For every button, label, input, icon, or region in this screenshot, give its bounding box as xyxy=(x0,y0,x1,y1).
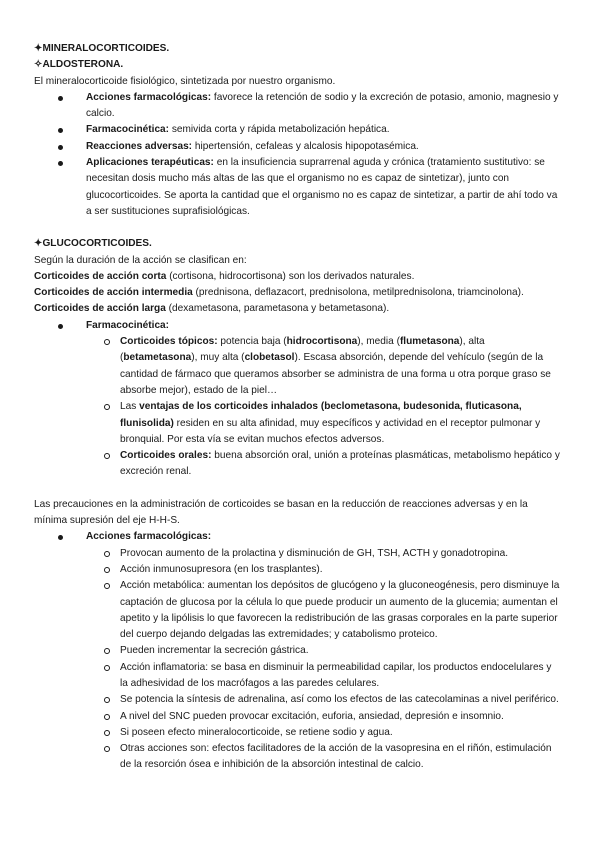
precautions-text: Las precauciones en la administración de corticoides se basan en la reducción de reacciones adversas y en la mínima supresión del eje H-H-S. xyxy=(34,498,528,527)
list-item: Pueden incrementar la secreción gástrica. xyxy=(34,643,560,659)
list-item: Se potencia la síntesis de adrenalina, así como los efectos de las catecolaminas a nivel periférico. xyxy=(34,692,560,708)
bullet-icon xyxy=(58,128,63,133)
section-gap xyxy=(34,481,560,497)
list-item: Corticoides orales: buena absorción oral, unión a proteínas plasmáticas, metabolismo hepático y excreción renal. xyxy=(34,448,560,481)
circle-bullet-icon xyxy=(104,453,110,459)
list-item: Acciones farmacológicas: xyxy=(34,529,560,545)
circle-bullet-icon xyxy=(104,648,110,654)
circle-bullet-icon xyxy=(104,404,110,410)
aldosterona-subtitle: ✧ALDOSTERONA. xyxy=(34,59,124,71)
class-intermediate: Corticoides de acción intermedia (prednisona, deflazacort, prednisolona, metilprednisolona, triamcinolona). xyxy=(34,287,524,299)
list-item: Las ventajas de los corticoides inhalados (beclometasona, budesonida, fluticasona, flunisolida) residen en su alta afinidad, muy específicos y actividad en el receptor pulmonar y bronquial. Por esta vía se evitan muchos efectos adversos. xyxy=(34,399,560,448)
circle-bullet-icon xyxy=(104,567,110,573)
gluco-title: ✦GLUCOCORTICOIDES. xyxy=(34,238,152,250)
bullet-icon xyxy=(58,96,63,101)
list-item: A nivel del SNC pueden provocar excitación, euforia, ansiedad, depresión e insomnio. xyxy=(34,709,560,725)
gluco-pk-list xyxy=(34,318,560,481)
list-item: Corticoides tópicos: potencia baja (hidrocortisona), media (flumetasona), alta (betametasona), muy alta (clobetasol). Escasa absorción, depende del vehículo (según de la cantidad de fármaco que queramos absorber se administra de una forma u otra porque graso se absorbe mejor), estado de la piel… xyxy=(34,334,560,399)
list-item: Reacciones adversas: hipertensión, cefaleas y alcalosis hipopotasémica. xyxy=(34,139,560,155)
list-item: Acciones farmacológicas: favorece la retención de sodio y la excreción de potasio, amonio, magnesio y calcio. xyxy=(34,90,560,123)
circle-bullet-icon xyxy=(104,697,110,703)
circle-bullet-icon xyxy=(104,339,110,345)
list-item: Farmacocinética: semivida corta y rápida metabolización hepática. xyxy=(34,122,560,138)
list-item: Farmacocinética: xyxy=(34,318,560,334)
list-item: Acción inflamatoria: se basa en disminuir la permeabilidad capilar, los productos endocelulares y la adhesividad de los macrófagos a las paredes celulares. xyxy=(34,660,560,693)
list-item: Acción inmunosupresora (en los trasplantes). xyxy=(34,562,560,578)
list-item: Si poseen efecto mineralocorticoide, se retiene sodio y agua. xyxy=(34,725,560,741)
list-item: Acción metabólica: aumentan los depósitos de glucógeno y la gluconeogénesis, pero disminuye la captación de glucosa por la célula lo que puede producir un aumento de la glucemia; aumentan el apetito y la lipólisis lo que favorecen la redistribución de las grasas corporales en la parte superior del cuerpo dejando delgadas las extremidades; y catabolismo proteico. xyxy=(34,578,560,643)
gluco-actions-list xyxy=(34,529,560,773)
mineral-intro: El mineralocorticoide fisiológico, sintetizada por nuestro organismo. xyxy=(34,75,336,87)
bullet-icon xyxy=(58,161,63,166)
list-item: Aplicaciones terapéuticas: en la insuficiencia suprarrenal aguda y crónica (tratamiento sustitutivo: se necesitan dosis mucho más altas de las que el organismo no es capaz de sintetizar), junto con glucocorticoides. Se aporta la cantidad que el organismo no es capaz de sintetizar, a partir de ahí todo va a ser sustituciones suprafisiológicas. xyxy=(34,155,560,220)
circle-bullet-icon xyxy=(104,551,110,557)
class-long: Corticoides de acción larga (dexametasona, parametasona y betametasona). xyxy=(34,303,390,315)
class-short: Corticoides de acción corta (cortisona, hidrocortisona) son los derivados naturales. xyxy=(34,270,415,282)
circle-bullet-icon xyxy=(104,583,110,589)
bullet-icon xyxy=(58,324,63,329)
list-item: Otras acciones son: efectos facilitadores de la acción de la vasopresina en el riñón, estimulación de la resorción ósea e inhibición de la absorción intestinal de calcio. xyxy=(34,741,560,774)
circle-bullet-icon xyxy=(104,665,110,671)
circle-bullet-icon xyxy=(104,714,110,720)
gluco-intro: Según la duración de la acción se clasifican en: xyxy=(34,254,247,266)
mineral-title: ✦MINERALOCORTICOIDES. xyxy=(34,43,170,54)
mineral-list xyxy=(34,90,560,220)
circle-bullet-icon xyxy=(104,730,110,736)
bullet-icon xyxy=(58,535,63,540)
list-item: Provocan aumento de la prolactina y disminución de GH, TSH, ACTH y gonadotropina. xyxy=(34,546,560,562)
circle-bullet-icon xyxy=(104,746,110,752)
section-gap xyxy=(34,220,560,236)
bullet-icon xyxy=(58,145,63,150)
